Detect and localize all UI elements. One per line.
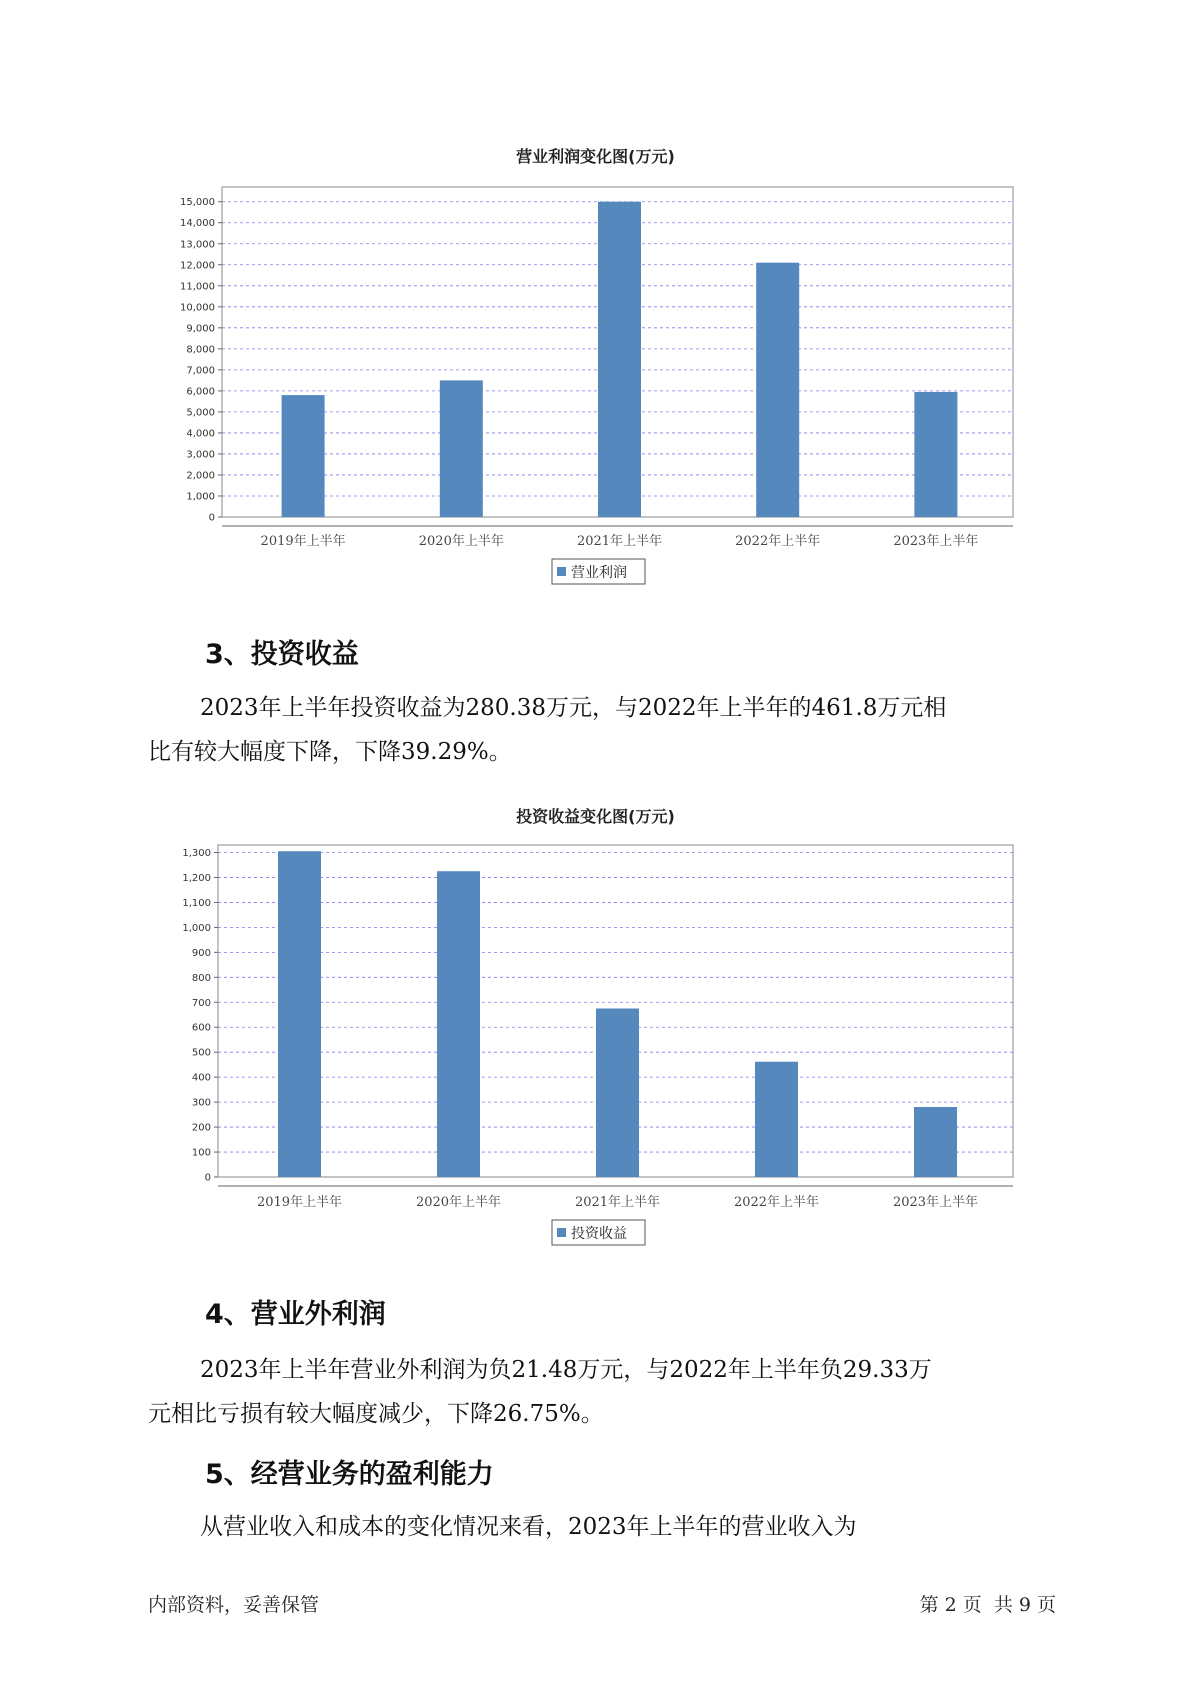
operating-profit-bar [756, 263, 799, 517]
operating-profit-bar [440, 380, 483, 517]
investment-income-legend-swatch [557, 1228, 566, 1237]
investment-income-chart-title: 投资收益变化图(万元) [516, 807, 675, 826]
investment-income-ytick-label: 1,300 [182, 847, 211, 859]
operating-profit-ytick-label: 9,000 [186, 323, 215, 335]
investment-income-legend [552, 1220, 645, 1245]
operating-profit-xtick-label: 2020年上半年 [418, 534, 504, 549]
investment-income-bar [596, 1009, 639, 1177]
section-3-line-1: 2023年上半年投资收益为280.38万元，与2022年上半年的461.8万元相 [200, 695, 947, 721]
operating-profit-xtick-label: 2019年上半年 [260, 534, 346, 549]
footer-page-number: 第 2 页 共 9 页 [919, 1594, 1056, 1616]
investment-income-bar [914, 1107, 957, 1177]
operating-profit-ytick-label: 10,000 [180, 302, 215, 314]
investment-income-xtick-label: 2023年上半年 [892, 1195, 979, 1210]
investment-income-xtick-label: 2019年上半年 [256, 1195, 343, 1210]
operating-profit-ytick-label: 14,000 [180, 218, 215, 230]
operating-profit-ytick-label: 13,000 [180, 239, 215, 251]
investment-income-bar [755, 1062, 798, 1177]
investment-income-ytick-label: 100 [191, 1147, 211, 1159]
investment-income-ytick-label: 0 [204, 1172, 211, 1184]
operating-profit-legend-label: 营业利润 [571, 565, 627, 581]
investment-income-ytick-label: 600 [191, 1022, 211, 1034]
operating-profit-ytick-label: 4,000 [186, 428, 215, 440]
section-3-line-2: 比有较大幅度下降，下降39.29%。 [148, 739, 512, 765]
investment-income-ytick-label: 500 [191, 1047, 211, 1059]
investment-income-ytick-label: 1,000 [182, 922, 211, 934]
operating-profit-chart [0, 160, 1191, 600]
operating-profit-legend [552, 559, 645, 584]
investment-income-chart [0, 820, 1191, 1250]
investment-income-bar [437, 871, 480, 1177]
section-4-line-2: 元相比亏损有较大幅度减少，下降26.75%。 [148, 1401, 604, 1427]
section-5-paragraph [148, 1505, 1060, 1549]
section-3-heading: 3、投资收益 [205, 639, 359, 670]
operating-profit-ytick-label: 2,000 [186, 470, 215, 482]
operating-profit-xtick-label: 2022年上半年 [735, 534, 821, 549]
investment-income-ytick-label: 700 [191, 997, 211, 1009]
investment-income-ytick-label: 1,100 [182, 897, 211, 909]
investment-income-xtick-label: 2021年上半年 [574, 1195, 661, 1210]
investment-income-ytick-label: 200 [191, 1122, 211, 1134]
section-5-heading: 5、经营业务的盈利能力 [205, 1459, 494, 1490]
investment-income-ytick-label: 900 [191, 947, 211, 959]
operating-profit-ytick-label: 7,000 [186, 365, 215, 377]
operating-profit-chart-title: 营业利润变化图(万元) [516, 147, 675, 166]
operating-profit-ytick-label: 11,000 [180, 281, 215, 293]
operating-profit-xtick-label: 2023年上半年 [893, 534, 979, 549]
investment-income-ytick-label: 400 [191, 1072, 211, 1084]
investment-income-ytick-label: 300 [191, 1097, 211, 1109]
investment-income-ytick-label: 800 [191, 972, 211, 984]
section-5-line-1: 从营业收入和成本的变化情况来看，2023年上半年的营业收入为 [200, 1514, 857, 1540]
footer-left: 内部资料，妥善保管 [148, 1594, 320, 1616]
operating-profit-xtick-label: 2021年上半年 [576, 534, 663, 549]
operating-profit-bar [914, 392, 957, 517]
operating-profit-ytick-label: 1,000 [186, 491, 215, 503]
operating-profit-bar [598, 202, 641, 517]
investment-income-ytick-label: 1,200 [182, 872, 211, 884]
section-4-paragraph [148, 1348, 1060, 1436]
section-4-heading: 4、营业外利润 [205, 1299, 386, 1330]
operating-profit-ytick-label: 0 [208, 512, 215, 524]
operating-profit-ytick-label: 5,000 [186, 407, 215, 419]
investment-income-legend-label: 投资收益 [571, 1226, 627, 1242]
operating-profit-ytick-label: 15,000 [180, 197, 215, 209]
investment-income-xtick-label: 2020年上半年 [415, 1195, 502, 1210]
operating-profit-legend-swatch [557, 567, 566, 576]
operating-profit-ytick-label: 3,000 [186, 449, 215, 461]
operating-profit-ytick-label: 12,000 [180, 260, 215, 272]
investment-income-xtick-label: 2022年上半年 [733, 1195, 820, 1210]
investment-income-bar [278, 851, 321, 1177]
operating-profit-ytick-label: 6,000 [186, 386, 215, 398]
operating-profit-ytick-label: 8,000 [186, 344, 215, 356]
section-4-line-1: 2023年上半年营业外利润为负21.48万元，与2022年上半年负29.33万 [200, 1357, 932, 1383]
section-3-paragraph [148, 686, 1060, 774]
operating-profit-bar [282, 395, 325, 517]
